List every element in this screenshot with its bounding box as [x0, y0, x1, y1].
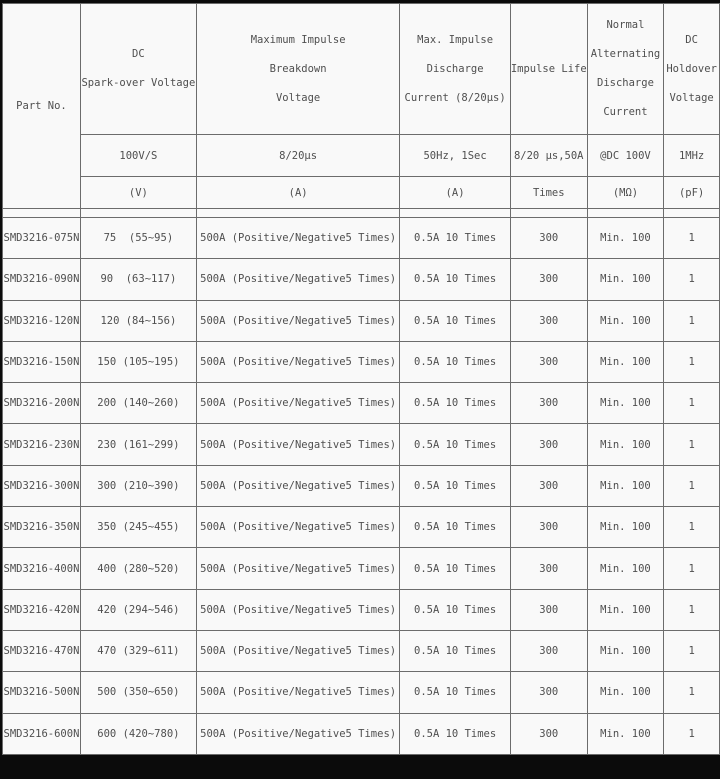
table-row: [3, 259, 720, 300]
condition-impulse-life: 8/20 μs,50A: [510, 135, 587, 177]
cell-max-impulse-breakdown-voltage: 500A (Positive/Negative5 Times): [196, 300, 400, 341]
header-title-line: Spark-over Voltage: [81, 77, 196, 89]
cell-dc-holdover-voltage: 1: [664, 341, 720, 382]
cell-impulse-life: 300: [510, 548, 587, 589]
header-title-line: DC: [132, 48, 145, 60]
table-row: [3, 548, 720, 589]
cell-normal-alternating-discharge-current: Min. 100: [587, 259, 664, 300]
cell-impulse-life: 300: [510, 672, 587, 713]
cell-dc-spark-over-voltage: 300 (210~390): [80, 465, 196, 506]
cell-impulse-life: 300: [510, 507, 587, 548]
part-no-cell: SMD3216-500N: [3, 672, 81, 713]
header-max-impulse-breakdown-voltage: [196, 4, 400, 135]
cell-max-impulse-discharge-current: 0.5A 10 Times: [400, 259, 510, 300]
cell-dc-holdover-voltage: 1: [664, 548, 720, 589]
cell-max-impulse-breakdown-voltage: 500A (Positive/Negative5 Times): [196, 259, 400, 300]
header-title-line: Discharge: [597, 77, 654, 89]
part-no-cell: SMD3216-470N: [3, 630, 81, 671]
condition-dc-spark-over-voltage: 100V/S: [80, 135, 196, 177]
cell-normal-alternating-discharge-current: Min. 100: [587, 424, 664, 465]
cell-dc-holdover-voltage: 1: [664, 465, 720, 506]
unit-impulse-life: Times: [510, 177, 587, 209]
table-row: [3, 465, 720, 506]
cell-max-impulse-discharge-current: 0.5A 10 Times: [400, 589, 510, 630]
spacer-cell: [664, 209, 720, 218]
cell-normal-alternating-discharge-current: Min. 100: [587, 548, 664, 589]
part-no-cell: SMD3216-420N: [3, 589, 81, 630]
unit-normal-alternating-discharge-current: (MΩ): [587, 177, 664, 209]
table-row: [3, 218, 720, 259]
cell-dc-holdover-voltage: 1: [664, 672, 720, 713]
part-no-cell: SMD3216-120N: [3, 300, 81, 341]
condition-max-impulse-discharge-current: 50Hz, 1Sec: [400, 135, 510, 177]
cell-impulse-life: 300: [510, 383, 587, 424]
cell-max-impulse-discharge-current: 0.5A 10 Times: [400, 465, 510, 506]
cell-impulse-life: 300: [510, 424, 587, 465]
cell-max-impulse-breakdown-voltage: 500A (Positive/Negative5 Times): [196, 424, 400, 465]
cell-max-impulse-breakdown-voltage: 500A (Positive/Negative5 Times): [196, 672, 400, 713]
cell-normal-alternating-discharge-current: Min. 100: [587, 218, 664, 259]
cell-max-impulse-breakdown-voltage: 500A (Positive/Negative5 Times): [196, 713, 400, 754]
part-no-cell: SMD3216-350N: [3, 507, 81, 548]
spacer-row: [3, 209, 720, 218]
table-row: [3, 341, 720, 382]
cell-dc-spark-over-voltage: 230 (161~299): [80, 424, 196, 465]
header-title-line: Voltage: [275, 91, 321, 104]
part-no-cell: SMD3216-230N: [3, 424, 81, 465]
cell-impulse-life: 300: [510, 713, 587, 754]
header-title-line: Maximum Impulse: [250, 33, 346, 46]
table-row: [3, 507, 720, 548]
header-title-line: Normal: [606, 19, 645, 31]
unit-dc-spark-over-voltage: (V): [80, 177, 196, 209]
unit-max-impulse-discharge-current: (A): [400, 177, 510, 209]
spec-table-body: [3, 209, 720, 755]
header-condition-row: [3, 135, 720, 177]
cell-max-impulse-breakdown-voltage: 500A (Positive/Negative5 Times): [196, 465, 400, 506]
cell-dc-holdover-voltage: 1: [664, 630, 720, 671]
cell-normal-alternating-discharge-current: Min. 100: [587, 300, 664, 341]
cell-dc-holdover-voltage: 1: [664, 300, 720, 341]
cell-normal-alternating-discharge-current: Min. 100: [587, 713, 664, 754]
cell-dc-holdover-voltage: 1: [664, 218, 720, 259]
cell-normal-alternating-discharge-current: Min. 100: [587, 630, 664, 671]
cell-max-impulse-breakdown-voltage: 500A (Positive/Negative5 Times): [196, 630, 400, 671]
cell-normal-alternating-discharge-current: Min. 100: [587, 341, 664, 382]
cell-dc-holdover-voltage: 1: [664, 383, 720, 424]
header-part-no: [3, 4, 81, 209]
cell-dc-holdover-voltage: 1: [664, 713, 720, 754]
unit-max-impulse-breakdown-voltage: (A): [196, 177, 400, 209]
spacer-cell: [80, 209, 196, 218]
header-dc-holdover-voltage: [664, 4, 720, 135]
cell-normal-alternating-discharge-current: Min. 100: [587, 507, 664, 548]
header-dc-spark-over-voltage: [80, 4, 196, 135]
cell-dc-spark-over-voltage: 400 (280~520): [80, 548, 196, 589]
cell-max-impulse-breakdown-voltage: 500A (Positive/Negative5 Times): [196, 548, 400, 589]
header-title-line: Discharge: [426, 62, 484, 75]
header-title-line: Holdover: [666, 62, 717, 75]
cell-normal-alternating-discharge-current: Min. 100: [587, 465, 664, 506]
cell-impulse-life: 300: [510, 218, 587, 259]
header-title-line: Voltage: [669, 91, 714, 104]
cell-impulse-life: 300: [510, 259, 587, 300]
cell-max-impulse-breakdown-voltage: 500A (Positive/Negative5 Times): [196, 383, 400, 424]
header-title-line: Impulse Life: [510, 62, 587, 75]
spec-table-head: [3, 4, 720, 209]
part-no-cell: SMD3216-400N: [3, 548, 81, 589]
cell-impulse-life: 300: [510, 341, 587, 382]
cell-max-impulse-discharge-current: 0.5A 10 Times: [400, 424, 510, 465]
cell-dc-spark-over-voltage: 470 (329~611): [80, 630, 196, 671]
header-title-line: Breakdown: [269, 62, 327, 75]
cell-dc-spark-over-voltage: 120 (84~156): [80, 300, 196, 341]
condition-dc-holdover-voltage: 1MHz: [664, 135, 720, 177]
cell-normal-alternating-discharge-current: Min. 100: [587, 383, 664, 424]
header-title-line: Part No.: [16, 99, 67, 112]
table-row: [3, 300, 720, 341]
cell-dc-holdover-voltage: 1: [664, 507, 720, 548]
cell-normal-alternating-discharge-current: Min. 100: [587, 589, 664, 630]
table-row: [3, 383, 720, 424]
cell-dc-spark-over-voltage: 350 (245~455): [80, 507, 196, 548]
table-row: [3, 630, 720, 671]
part-no-cell: SMD3216-075N: [3, 218, 81, 259]
cell-impulse-life: 300: [510, 630, 587, 671]
cell-dc-holdover-voltage: 1: [664, 424, 720, 465]
cell-impulse-life: 300: [510, 300, 587, 341]
cell-dc-spark-over-voltage: 420 (294~546): [80, 589, 196, 630]
header-title-line: DC: [685, 33, 698, 46]
header-unit-row: [3, 177, 720, 209]
cell-dc-spark-over-voltage: 150 (105~195): [80, 341, 196, 382]
cell-dc-spark-over-voltage: 600 (420~780): [80, 713, 196, 754]
part-no-cell: SMD3216-090N: [3, 259, 81, 300]
table-row: [3, 589, 720, 630]
cell-max-impulse-discharge-current: 0.5A 10 Times: [400, 548, 510, 589]
spec-table: [2, 3, 720, 755]
spacer-cell: [400, 209, 510, 218]
cell-impulse-life: 300: [510, 465, 587, 506]
cell-dc-spark-over-voltage: 200 (140~260): [80, 383, 196, 424]
table-row: [3, 424, 720, 465]
cell-max-impulse-discharge-current: 0.5A 10 Times: [400, 300, 510, 341]
header-impulse-life: [510, 4, 587, 135]
condition-normal-alternating-discharge-current: @DC 100V: [587, 135, 664, 177]
cell-max-impulse-breakdown-voltage: 500A (Positive/Negative5 Times): [196, 589, 400, 630]
header-title-row: [3, 4, 720, 135]
spacer-cell: [587, 209, 664, 218]
cell-max-impulse-discharge-current: 0.5A 10 Times: [400, 341, 510, 382]
cell-dc-spark-over-voltage: 500 (350~650): [80, 672, 196, 713]
table-row: [3, 672, 720, 713]
unit-dc-holdover-voltage: (pF): [664, 177, 720, 209]
cell-max-impulse-discharge-current: 0.5A 10 Times: [400, 713, 510, 754]
cell-normal-alternating-discharge-current: Min. 100: [587, 672, 664, 713]
table-row: [3, 713, 720, 754]
cell-max-impulse-discharge-current: 0.5A 10 Times: [400, 383, 510, 424]
header-normal-alternating-discharge-current: [587, 4, 664, 135]
header-title-line: Current: [603, 106, 648, 118]
part-no-cell: SMD3216-150N: [3, 341, 81, 382]
part-no-cell: SMD3216-300N: [3, 465, 81, 506]
header-title-line: Alternating: [590, 48, 661, 60]
cell-max-impulse-breakdown-voltage: 500A (Positive/Negative5 Times): [196, 341, 400, 382]
cell-max-impulse-discharge-current: 0.5A 10 Times: [400, 672, 510, 713]
cell-max-impulse-breakdown-voltage: 500A (Positive/Negative5 Times): [196, 507, 400, 548]
header-max-impulse-discharge-current: [400, 4, 510, 135]
part-no-cell: SMD3216-200N: [3, 383, 81, 424]
cell-max-impulse-breakdown-voltage: 500A (Positive/Negative5 Times): [196, 218, 400, 259]
header-title-line: Max. Impulse: [417, 33, 494, 46]
spacer-cell: [510, 209, 587, 218]
cell-max-impulse-discharge-current: 0.5A 10 Times: [400, 630, 510, 671]
cell-max-impulse-discharge-current: 0.5A 10 Times: [400, 218, 510, 259]
cell-dc-holdover-voltage: 1: [664, 259, 720, 300]
condition-max-impulse-breakdown-voltage: 8/20μs: [196, 135, 400, 177]
cell-impulse-life: 300: [510, 589, 587, 630]
cell-dc-spark-over-voltage: 90 (63~117): [80, 259, 196, 300]
part-no-cell: SMD3216-600N: [3, 713, 81, 754]
spacer-cell: [196, 209, 400, 218]
cell-dc-holdover-voltage: 1: [664, 589, 720, 630]
cell-max-impulse-discharge-current: 0.5A 10 Times: [400, 507, 510, 548]
spacer-cell: [3, 209, 81, 218]
cell-dc-spark-over-voltage: 75 (55~95): [80, 218, 196, 259]
header-title-line: Current (8/20μs): [404, 91, 506, 104]
